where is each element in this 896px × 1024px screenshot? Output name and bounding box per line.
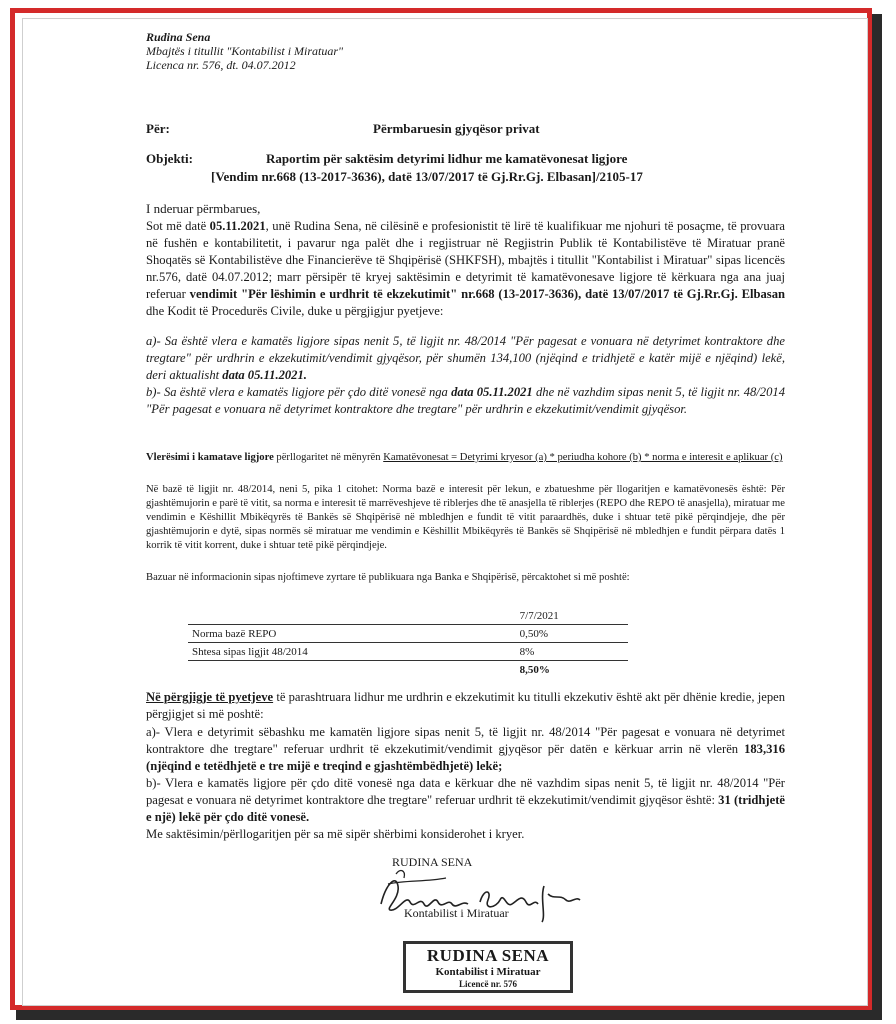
legal-basis-paragraph: Në bazë të ligjit nr. 48/2014, neni 5, pika 1 citohet: Norma bazë e interesit për lekun, e zbatueshme për llogaritjen e kamatëvonesës është: Për gjashtëmujorin e parë të vitit, sa norma e interesit të marrëveshjeve të riblerjes dhe të anasjella të riblerjes (REPO dhe REPO të anasjella), miratuar me vendimin e Këshillit Mbikëqyrës të Bankës së Shqipërisë në mbledhjen e fundit të vitit paraardhës, duke i shtuar tetë pikë përqindjeje, dhe për gjashtëmujorin e dytë, sipas normës së miratuar me vendimin e Këshillit Mbikëqyrës të Bankës së Shqipërisë në mbledhjen e fundit përpara datës 1 korrik të vitit korrent, duke i shtuar tetë pikë përqindjeje. [146, 484, 785, 551]
rate-value: 0,50% [350, 625, 628, 643]
author-title: Mbajtës i titullit "Kontabilist i Miratuar" [146, 44, 344, 58]
question-b-date: data 05.11.2021 [451, 385, 533, 399]
interest-formula: Kamatëvonesat = Detyrimi kryesor (a) * periudha kohore (b) * norma e interesit e aplikuar (c) [383, 452, 783, 463]
intro-paragraph: Sot më datë 05.11.2021, unë Rudina Sena, në cilësinë e profesionistit të lirë të kualifikuar me njohuri të posaçme, të provuara në fushën e kontabilitetit, i pavarur nga palët dhe i regjistruar në Regjistrin Publik të Kontabilistëve të Miratuar pranë Shoqatës së Kontabilistëve dhe Financierëve të Shqipërisë (SHKFSH), mbajtës i titullit "Kontabilist i Miratuar" sipas licencës nr.576, datë 04.07.2012; marr përsipër të kryej saktësimin e detyrimit të kamatëvonesave ligjore të kërkuara nga ana juaj referuar vendimit "Për lëshimin e urdhrit të ekzekutimit" nr.668 (13-2017-3636), datë 13/07/2017 të Gj.Rr.Gj. Elbasan dhe Kodit të Procedurës Civile, duke u përgjigjur pyetjeve: [146, 219, 785, 318]
official-stamp [403, 941, 573, 993]
recipient-title: Përmbaruesin gjyqësor privat [373, 121, 540, 136]
column-date: 7/7/2021 [350, 607, 628, 625]
recipient-label: Për: [146, 121, 170, 136]
intro-decision-ref: vendimit "Për lëshimin e urdhrit të ekzekutimit" nr.668 (13-2017-3636), datë 13/07/2017 të Gj.Rr.Gj. Elbasan [189, 287, 785, 301]
page-shadow-bottom [16, 1010, 882, 1020]
answers-lead: Në përgjigje të pyetjeve të parashtruara lidhur me urdhrin e ekzekutimit ku titulli ekzekutiv është akt për dhënie kredie, jepen përgjigjet si më poshtë: [146, 690, 785, 721]
signatory-title: Kontabilist i Miratuar [404, 906, 509, 920]
author-name: Rudina Sena [146, 30, 211, 44]
stamp-title: Kontabilist i Miratuar [435, 966, 541, 978]
rate-label: Shtesa sipas ligjit 48/2014 [188, 643, 350, 661]
subject-line-2: [Vendim nr.668 (13-2017-3636), datë 13/07/2017 të Gj.Rr.Gj. Elbasan]/2105-17 [211, 169, 643, 184]
question-a: a)- Sa është vlera e kamatës ligjore sipas nenit 5, të ligjit nr. 48/2014 "Për pagesat e vonuara në detyrimet kontraktore dhe tregtare" për urdhrin e ekzekutimit/vendimit gjyqësor, për shumën 134,100 (njëqind e tridhjetë e katër mijë e njëqind) lekë, deri aktualisht data 05.11.2021. [146, 334, 785, 382]
table-total-row [188, 661, 628, 679]
page-shadow-right [872, 14, 882, 1014]
author-license: Licenca nr. 576, dt. 04.07.2012 [146, 58, 296, 72]
stamp-license: Licencë nr. 576 [459, 979, 517, 989]
rate-total: 8,50% [519, 663, 550, 676]
interest-rates-table [188, 607, 628, 678]
calculation-heading: Vlerësimi i kamatave ligjore përllogaritet në mënyrën Kamatëvonesat = Detyrimi kryesor (a) * periudha kohore (b) * norma e interesit e aplikuar (c) [146, 452, 783, 463]
closing-sentence: Me saktësimin/përllogaritjen për sa më sipër shërbimi konsiderohet i kryer. [146, 827, 525, 841]
stamp-name: RUDINA SENA [426, 946, 550, 965]
question-a-date: data 05.11.2021. [222, 368, 307, 382]
answer-b-amount: 31 (tridhjetë e një) lekë për çdo ditë vonesë. [146, 793, 786, 824]
subject-line-1: Raportim për saktësim detyrimi lidhur me kamatëvonesat ligjore [266, 151, 628, 166]
table-row [188, 625, 628, 643]
subject-label: Objekti: [146, 151, 193, 166]
letterhead [146, 30, 343, 72]
answer-a: a)- Vlera e detyrimit sëbashku me kamatën ligjore sipas nenit 5, të ligjit nr. 48/2014 "Për pagesat e vonuara në detyrimet kontraktore dhe tregtare" referuar urdhrit të ekzekutimit/vendimit gjyqësor për datën e kërkuar arrin në vlerën 183,316 (njëqind e tetëdhjetë e tre mijë e treqind e gjashtëmbëdhjetë) lekë; [146, 725, 785, 773]
table-row [188, 643, 628, 661]
greeting: I nderuar përmbarues, [146, 201, 261, 216]
table-header-row [188, 607, 628, 625]
rate-label: Norma bazë REPO [188, 625, 350, 643]
rate-value: 8% [350, 643, 628, 661]
answer-a-amount: 183,316 (njëqind e tetëdhjetë e tre mijë e treqind e gjashtëmbëdhjetë) lekë; [146, 742, 785, 773]
intro-date: 05.11.2021 [209, 219, 266, 233]
question-b: b)- Sa është vlera e kamatës ligjore për çdo ditë vonesë nga data 05.11.2021 dhe në vazhdim sipas nenit 5, të ligjit nr. 48/2014 "Për pagesat e vonuara në detyrimet kontraktore dhe tregtare" për urdhrin e ekzekutimit/vendimit gjyqësor. [146, 385, 785, 416]
signatory-name: RUDINA SENA [392, 855, 473, 869]
bank-info-paragraph: Bazuar në informacionin sipas njoftimeve zyrtare të publikuara nga Banka e Shqipërisë, përcaktohet si më poshtë: [146, 572, 630, 583]
answer-b: b)- Vlera e kamatës ligjore për çdo ditë vonesë nga data e kërkuar dhe në vazhdim sipas nenit 5, të ligjit nr. 48/2014 "Për pagesat e vonuara në detyrimet kontraktore dhe tregtare" referuar urdhrit të ekzekutimit/vendimit gjyqësor është: 31 (tridhjetë e një) lekë për çdo ditë vonesë. [146, 776, 786, 824]
